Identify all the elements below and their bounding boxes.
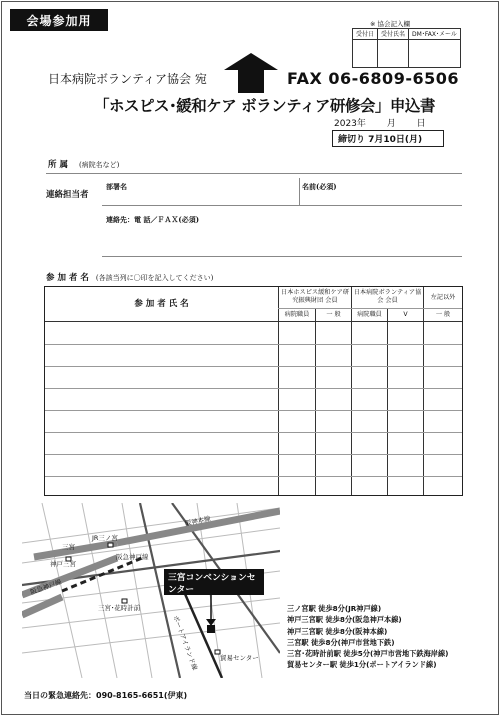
participants-label-text: 参 加 者 名 (46, 273, 89, 283)
form-date[interactable]: 2023年 月 日 (334, 119, 426, 129)
map-label-hanshin-honsen: 阪神本線 (184, 514, 212, 528)
participants-table (44, 286, 463, 496)
participants-hint: (各該当列に〇印を記入してください) (95, 274, 214, 282)
office-col-receiver-name: 受付氏名 (378, 29, 409, 40)
office-use-table (352, 28, 461, 68)
affiliation-line[interactable] (46, 173, 462, 174)
participants-label (46, 271, 213, 283)
affiliation-label (48, 158, 119, 170)
sub-hospital-staff-2: 病院職員 (357, 311, 382, 318)
direction-item: 三宮駅 徒歩8分(神戸市営地下鉄) (287, 637, 395, 647)
office-col-received-date: 受付日 (353, 29, 378, 40)
sub-volunteer: V (403, 311, 408, 318)
department-line[interactable] (102, 205, 462, 206)
map-label-sannomiya: 三宮 (62, 543, 75, 551)
direction-item: 神戸三宮駅 徒歩8分(阪神本線) (287, 626, 388, 636)
affiliation-hint: (病院名など) (78, 161, 120, 169)
direction-item: 神戸三宮駅 徒歩8分(阪急神戸本線) (287, 615, 402, 625)
addressee: 日本病院ボランティア協会 宛 (48, 72, 207, 86)
map-label-kobe-sannomiya: 神戸三宮 (50, 560, 76, 568)
map-label-trade-center: 貿易センター (220, 654, 259, 662)
directions-list (287, 603, 448, 671)
office-cell-channel[interactable] (409, 40, 461, 68)
contact-label: 連絡担当者 (46, 190, 89, 200)
fax-number: FAX 06-6809-6506 (287, 69, 459, 88)
affiliation-label-text: 所 属 (48, 160, 68, 170)
contact-method-label: 連絡先：電 話／ＦＡＸ(必須) (106, 215, 200, 224)
venue-marker-icon (207, 625, 215, 633)
venue-name: 三宮コンベンションセンター (168, 573, 256, 595)
group-association: 日本病院ボランティア協会 会員 (353, 289, 422, 304)
department-label: 部署名 (106, 182, 127, 191)
application-form-page (1, 1, 499, 715)
map-label-jr-sannomiya: JR三ノ宮 (92, 534, 118, 542)
office-col-channel: DM･FAX･メール (409, 29, 461, 40)
map-label-portliner: ポートアイランド線 (171, 614, 199, 672)
col-participant-name: 参 加 者 氏 名 (134, 299, 189, 309)
direction-item: 貿易センター駅 徒歩1分(ポートアイランド線) (287, 660, 437, 670)
direction-item: 三宮･花時計前駅 徒歩5分(神戸市営地下鉄海岸線) (287, 649, 449, 659)
deadline-box: 締切り 7月10日(月) (332, 130, 444, 147)
emergency-contact: 当日の緊急連絡先：090-8165-6651(伊東) (24, 691, 188, 700)
up-arrow-icon (224, 53, 278, 93)
contact-divider (299, 178, 300, 205)
office-cell-received-date[interactable] (353, 40, 378, 68)
office-cell-receiver-name[interactable] (378, 40, 409, 68)
group-other: 左記以外 (430, 294, 456, 301)
map-label-hankyu-kobe: 阪急神戸線 (29, 577, 63, 597)
name-label: 名前(必須) (302, 182, 337, 191)
office-use-note: ※ 協会記入欄 (370, 20, 411, 28)
sub-general-1: 一 般 (326, 311, 341, 318)
direction-item: 三ノ宮駅 徒歩8分(JR神戸線) (287, 604, 382, 613)
onsite-badge: 会場参加用 (10, 9, 108, 31)
map-label-hankyu-line: 阪急神戸線 (116, 553, 149, 561)
sub-general-2: 一 般 (435, 311, 451, 318)
sub-hospital-staff-1: 病院職員 (284, 311, 310, 318)
form-title: 「ホスピス･緩和ケア ボランティア研修会」申込書 (94, 96, 435, 115)
contact-method-line[interactable] (102, 256, 462, 257)
map-label-sannomiya-hanadokeimae: 三宮･花時計前 (98, 604, 141, 612)
group-foundation: 日本ホスピス緩和ケア研究振興財団 会員 (280, 289, 350, 304)
